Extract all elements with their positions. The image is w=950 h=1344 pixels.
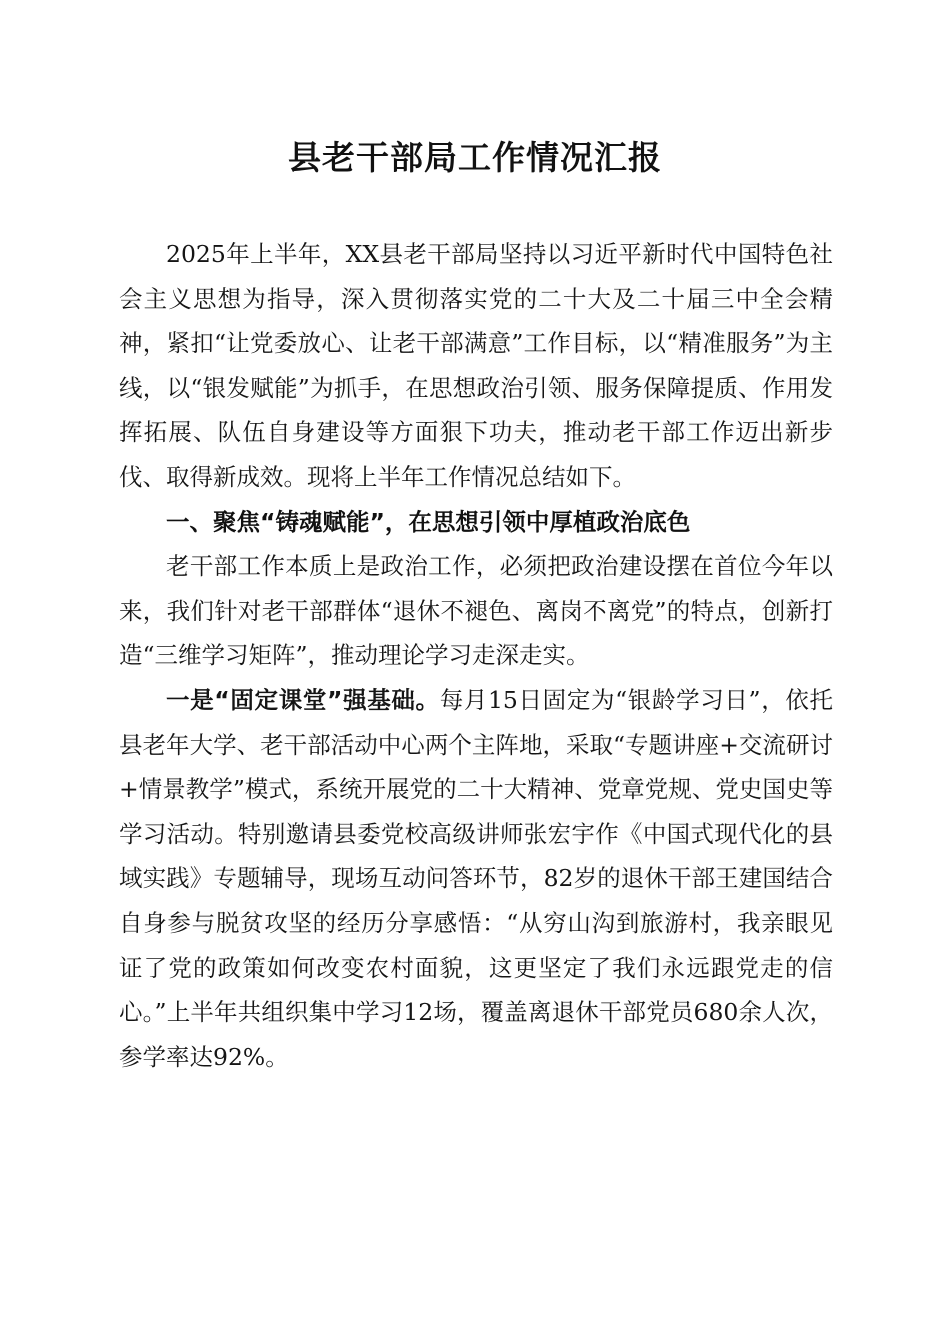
section-1-intro-paragraph: 老干部工作本质上是政治工作，必须把政治建设摆在首位今年以来，我们针对老干部群体“退休不褪色、离岗不离党”的特点，创新打造“三维学习矩阵”，推动理论学习走深走实。 bbox=[119, 552, 833, 670]
section-1-item-1-paragraph bbox=[119, 678, 833, 1079]
document-body bbox=[119, 232, 833, 1079]
item-1-lead: 一是“固定课堂”强基础。 bbox=[166, 685, 440, 714]
section-heading-1: 一、聚焦“铸魂赋能”，在思想引领中厚植政治底色 bbox=[166, 507, 691, 536]
document-title: 县老干部局工作情况汇报 bbox=[288, 138, 662, 177]
intro-paragraph: 2025年上半年，XX县老干部局坚持以习近平新时代中国特色社会主义思想为指导，深入贯彻落实党的二十大及二十届三中全会精神，紧扣“让党委放心、让老干部满意”工作目标，以“精准服务”为主线，以“银发赋能”为抓手，在思想政治引领、服务保障提质、作用发挥拓展、队伍自身建设等方面狠下功夫，推动老干部工作迈出新步伐、取得新成效。现将上半年工作情况总结如下。 bbox=[119, 240, 833, 491]
item-1-text: 每月15日固定为“银龄学习日”，依托县老年大学、老干部活动中心两个主阵地，采取“专题讲座+交流研讨+情景教学”模式，系统开展党的二十大精神、党章党规、党史国史等学习活动。特别邀请县委党校高级讲师张宏宇作《中国式现代化的县域实践》专题辅导，现场互动问答环节，82岁的退休干部王建国结合自身参与脱贫攻坚的经历分享感悟：“从穷山沟到旅游村，我亲眼见证了党的政策如何改变农村面貌，这更坚定了我们永远跟党走的信心。”上半年共组织集中学习12场，覆盖离退休干部党员680余人次，参学率达92%。 bbox=[119, 685, 834, 1071]
